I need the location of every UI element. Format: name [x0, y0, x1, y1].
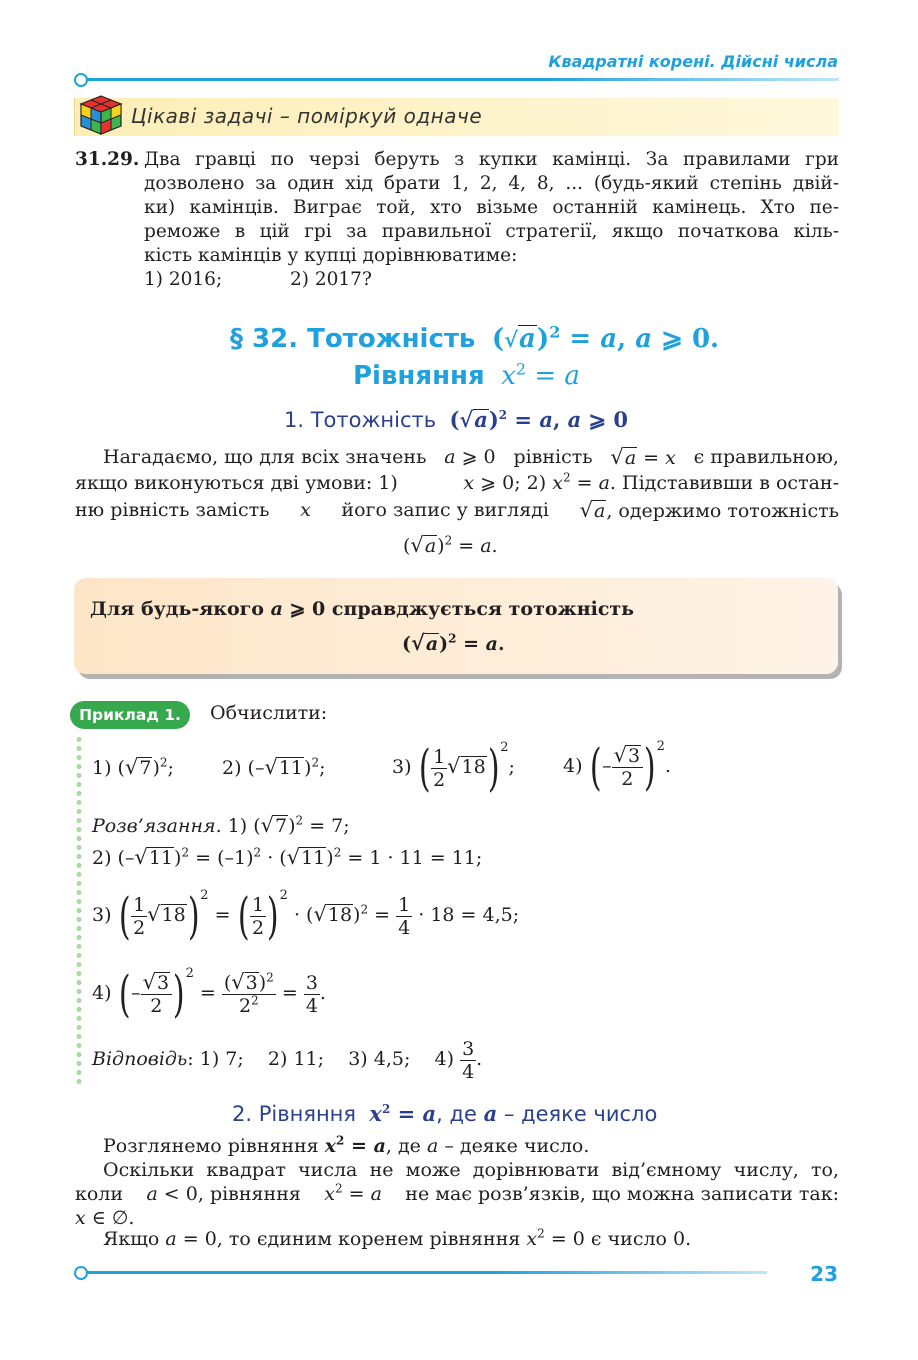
- paragraph-line: якщо виконуються дві умови: 1) x ⩾ 0; 2) $x^2 = a$. Підставивши в остан-: [75, 470, 839, 494]
- footer-line-circle: [74, 1266, 88, 1280]
- paragraph-line: Якщо a = 0, то єдиним коренем рівняння $x^2 = 0$ є число 0.: [103, 1226, 692, 1250]
- solution-step-2: 2) $(-√11)^2 = (-1)^2 \cdot (√11)^2 = 1 \cdot 11 = 11$;: [92, 845, 483, 869]
- identity-formula: $(√a)^2 = a$.: [403, 533, 498, 557]
- problem-number: 31.29.: [75, 149, 140, 170]
- section-title: § 32. Тотожність $(√a)^2 = a$, a ⩾ 0.: [230, 322, 720, 354]
- banner-title: Цікаві задачі – поміркуй одначе: [131, 104, 483, 128]
- footer-line: [87, 1271, 767, 1274]
- dotted-margin: [76, 735, 82, 1085]
- page-number: 23: [810, 1262, 838, 1286]
- subsection-2-title: 2. Рівняння $x^2 = a$, де a – деяке число: [232, 1101, 658, 1126]
- header-line: [87, 78, 839, 81]
- paragraph-line: Розглянемо рівняння $x^2 = a$, де a – деяке число.: [103, 1133, 590, 1157]
- running-header: Квадратні корені. Дійсні числа: [548, 52, 838, 71]
- task-item-3: 3) ( $\frac{1}{2}$ √18)$^2$;: [392, 739, 515, 797]
- example-badge: Приклад 1.: [70, 701, 190, 729]
- rule-text: Для будь-якого a ⩾ 0 справджується тотожність: [90, 598, 635, 620]
- section-title-line2: Рівняння $x^2 = a$: [353, 359, 580, 391]
- paragraph-line: Оскільки квадрат числа не може дорівнювати від’ємному числу, то,: [103, 1159, 839, 1181]
- header-line-circle: [74, 73, 88, 87]
- problem-line: ки) камінців. Виграє той, хто візьме останній камінець. Хто пе-: [144, 197, 839, 218]
- solution-step-1: Розв’язання. 1) $(√7)^2 = 7$;: [92, 813, 350, 837]
- task-item-1: 1) $(√7)^2$;: [92, 755, 174, 779]
- paragraph-line: Нагадаємо, що для всіх значень a ⩾ 0 рівність √a = x є правильною,: [103, 445, 839, 469]
- paragraph-line: коли a < 0, рівняння $x^2 = a$ не має розв’язків, що можна записати так:: [75, 1181, 839, 1205]
- problem-option-2: 2) 2017?: [290, 269, 372, 290]
- section-banner: [74, 98, 839, 136]
- problem-line: дозволено за один хід брати 1, 2, 4, 8, ... (будь-який степінь двій-: [144, 173, 839, 194]
- paragraph-line: ню рівність замість x його запис у вигляді √a, одержимо тотожність: [75, 498, 839, 522]
- rubiks-cube-icon: [77, 94, 125, 138]
- answer-line: Відповідь: 1) 7; 2) 11; 3) 4,5; 4) $\frac{3}{4}$ .: [92, 1037, 483, 1083]
- solution-step-4: 4) (– $\frac{√3}{2}$ )$^2$ = $\frac{(√3)^2}{2^2}$ = $\frac{3}{4}$ .: [92, 965, 326, 1023]
- task-item-2: 2) $(-√11)^2$;: [222, 755, 326, 779]
- paragraph-line: x ∈ ∅.: [75, 1207, 135, 1229]
- problem-line: Два гравці по черзі беруть з купки камінці. За правилами гри: [144, 149, 839, 170]
- example-task: Обчислити:: [210, 702, 328, 724]
- subsection-1-title: 1. Тотожність $(√a)^2 = a$, a ⩾ 0: [284, 407, 629, 432]
- task-item-4: 4) (– $\frac{√3}{2}$ )$^2$.: [563, 738, 671, 796]
- rule-formula: $(√a)^2 = a$.: [402, 630, 505, 655]
- problem-line: кість камінців у купці дорівнюватиме:: [144, 245, 518, 266]
- problem-option-1: 1) 2016;: [144, 269, 223, 290]
- problem-line: реможе в цій грі за правильної стратегії, якщо початкова кіль-: [144, 221, 839, 242]
- solution-step-3: 3) ( $\frac{1}{2}$ √18)$^2$ = ( $\frac{1}{2}$ )$^2 \cdot (√18)^2$ = $\frac{1}{4}$ · 18 = 4,5;: [92, 887, 520, 945]
- rule-box: [74, 578, 838, 674]
